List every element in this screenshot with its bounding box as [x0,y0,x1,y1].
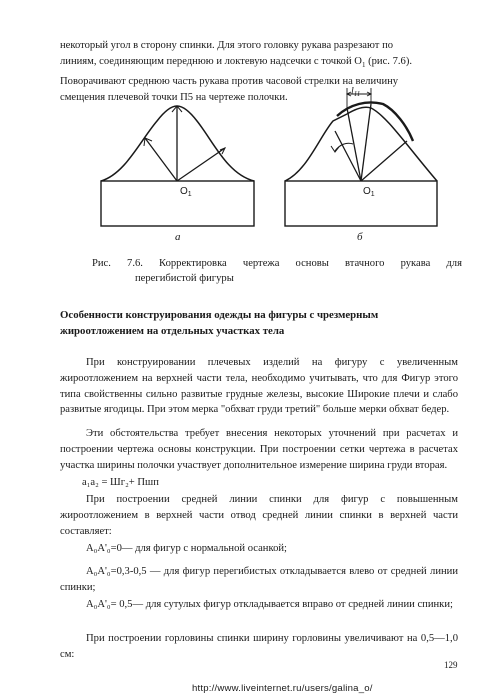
sleeve-draft-b [285,88,437,226]
figure-caption [92,256,462,286]
caption-line-2: перегибистой фигуры [135,273,234,284]
intro-line-1: некоторый угол в сторону спинки. Для этого головку рукава разрезают по [60,40,394,51]
figure-a-label: а [175,231,181,243]
list-item-overbent: А₀А'₀=0,3-0,5 — для фигур перегибистых откладывается влево от средней линии спинки; [60,566,458,593]
intro-line-2: линиям, соединяющим переднюю и локтевую надсечки с точкой $О_1$ (рис. 7.6). [60,55,413,69]
length-l11-label: $l_{11}$ [351,86,361,98]
caption-line-1: Рис. 7.6. Корректировка чертежа основы втачного рукава для [92,258,462,269]
intro-line-4: смещения плечевой точки П5 на чертеже полочки. [60,91,288,103]
point-o1-label-b: $O_1$ [363,186,375,198]
sleeve-drafts-figure [95,86,440,248]
figure-b-label: б [357,231,363,243]
list-item-stooped: А₀А'₀= 0,5— для сутулых фигур откладывается вправо от средней линии спинки; [86,599,453,610]
source-url-link[interactable]: http://www.liveinternet.ru/users/galina_o/ [192,683,373,694]
body-paragraph-4: При построении горловины спинки ширину горловины увеличивают на 0,5—1,0 см: [60,633,458,660]
body-paragraph-2: Эти обстоятельства требует внесения некоторых уточнений при расчетах и построении чертежа основы конструкции. При построении сетки чертежа в расчетах участка ширины полочки участвует дополнительное измерение ширина груди вторая. [60,428,458,471]
intro-line-3: Поворачивают среднюю часть рукава против часовой стрелки на величину [60,75,399,87]
page-number: 129 [444,660,458,670]
formula-a1a2: а₁а₂ = Шг₂+ Пшп [82,477,159,488]
list-item-normal-posture: А₀А'₀=0— для фигур с нормальной осанкой; [86,543,287,554]
sleeve-draft-a [101,106,254,226]
body-paragraph-3: При построении средней линии спинки для фигур с повышенным жироотложением в верхней части отвод средней линии спинки в верхней части составляет: [60,494,458,537]
body-paragraph-1: При конструировании плечевых изделий на фигуру с увеличенным жироотложением на верхней части тела, необходимо учитывать, что для Фигур этого типа свойственны сильно развитые грудные железы, высокие Широкие плечи и слабо развитые ягодицы. При этом мерка "обхват груди третий" больше мерки обхват бедер. [60,357,458,416]
point-o1-label-a: $O_1$ [180,186,192,198]
section-title: Особенности конструирования одежды на фигуры с чрезмерным жироотложением на отдельных участках тела [60,309,379,337]
